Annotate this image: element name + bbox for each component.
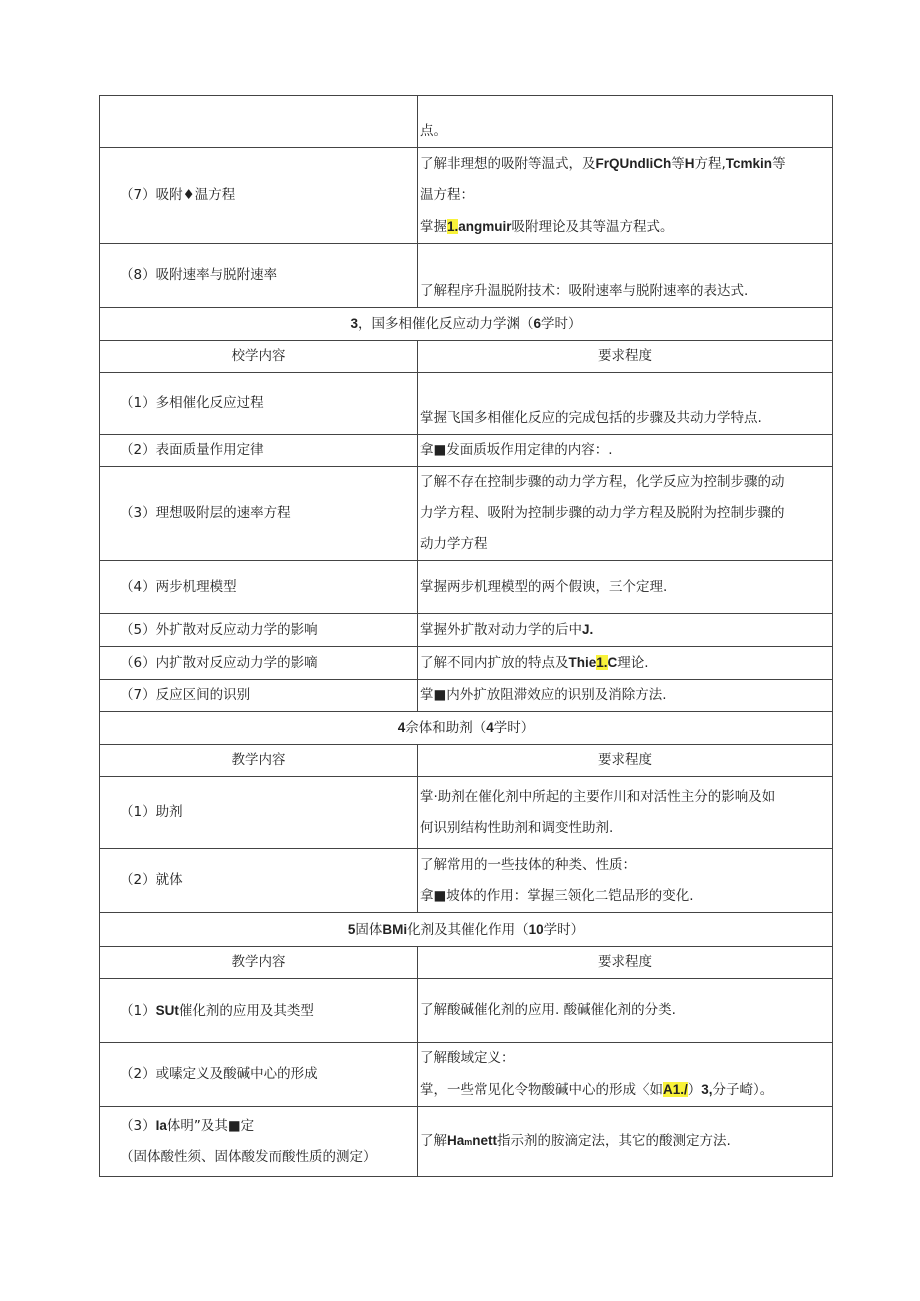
requirement-cell: 掌握两步机理模型的两个假谀，三个定理. [418,561,833,614]
table-row [100,680,833,712]
requirement-cell: 拿■发面质坂作用定律的内容：. [418,435,833,467]
table-row [100,373,833,435]
section-title: 3，国多相催化反应动力学渊（6学时） [100,308,833,341]
table-row [100,849,833,913]
requirement-cell: 掌握飞国多相催化反应的完成包括的步骤及共动力学特点. [418,373,833,435]
content-cell: （1）助剂 [100,777,418,849]
table-row [100,1107,833,1177]
content-cell: （3）Ia体明”及其■定 （固体酸性须、固体酸发而酸性质的测定） [100,1107,418,1177]
table-row [100,614,833,647]
requirement-cell: 了解非理想的吸附等温式，及FrQUndIiCh等H方程,Tcmkin等 温方程： 掌握1.angmuir吸附理论及其等温方程式。 [418,148,833,244]
section-heading-row [100,712,833,745]
section-title: 5固体BMi化剂及其催化作用（10学时） [100,913,833,947]
requirement-cell: 了解Hamnett指示剂的胺滴定法，其它的酸测定方法. [418,1107,833,1177]
header-requirement: 要求程度 [418,947,833,979]
section-heading-row [100,308,833,341]
section-title: 4佘体和助剂（4学时） [100,712,833,745]
table-row [100,1043,833,1107]
header-content: 校学内容 [100,341,418,373]
content-cell: （4）两步机理模型 [100,561,418,614]
header-row [100,745,833,777]
requirement-cell: 了解不同内扩放的特点及Thie1.C理论. [418,647,833,680]
content-cell: （8）吸附速率与脱附速率 [100,244,418,308]
content-cell: （2）表面质量作用定律 [100,435,418,467]
table-row [100,435,833,467]
content-cell: （1）SUt催化剂的应用及其类型 [100,979,418,1043]
requirement-cell: 掌握外扩散对动力学的后中J. [418,614,833,647]
requirement-cell: 了解不存在控制步骤的动力学方程，化学反应为控制步骤的动 力学方程、吸附为控制步骤的动力学方程及脱附为控制步骤的 动力学方程 [418,467,833,561]
header-requirement: 要求程度 [418,341,833,373]
requirement-cell: 了解常用的一些技体的种类、性质： 拿■坡体的作用：掌握三领化二铠品形的变化. [418,849,833,913]
table-row [100,467,833,561]
content-cell: （2）就体 [100,849,418,913]
table-row [100,148,833,244]
content-cell: （3）理想吸附层的速率方程 [100,467,418,561]
table-row [100,979,833,1043]
header-row [100,341,833,373]
syllabus-table-container [99,95,832,1177]
header-row [100,947,833,979]
section-heading-row [100,913,833,947]
requirement-cell: 掌·助剂在催化剂中所起的主要作川和对活性主分的影响及如 何识别结构性助剂和调变性助剂. [418,777,833,849]
table-row [100,244,833,308]
content-cell: （6）内扩散对反应动力学的影嘀 [100,647,418,680]
table-row [100,561,833,614]
header-requirement: 要求程度 [418,745,833,777]
table-row [100,777,833,849]
content-cell: （7）反应区间的识别 [100,680,418,712]
table-row [100,96,833,148]
header-content: 教学内容 [100,745,418,777]
content-cell [100,96,418,148]
content-cell: （5）外扩散对反应动力学的影响 [100,614,418,647]
requirement-cell: 了解酸域定义： 掌，一些常见化令物酸碱中心的形成〈如A1./）3,分子崎）。 [418,1043,833,1107]
requirement-cell: 了解酸碱催化剂的应用. 酸碱催化剂的分类. [418,979,833,1043]
table-row [100,647,833,680]
content-cell: （7）吸附♦温方程 [100,148,418,244]
content-cell: （1）多相催化反应过程 [100,373,418,435]
requirement-cell: 掌■内外扩放阻滞效应的识别及消除方法. [418,680,833,712]
content-cell: （2）或嗉定义及酸碱中心的形成 [100,1043,418,1107]
syllabus-table [99,95,833,1177]
requirement-cell: 点。 [418,96,833,148]
header-content: 教学内容 [100,947,418,979]
requirement-cell: 了解程序升温脱附技术：吸附速率与脱附速率的表达式. [418,244,833,308]
